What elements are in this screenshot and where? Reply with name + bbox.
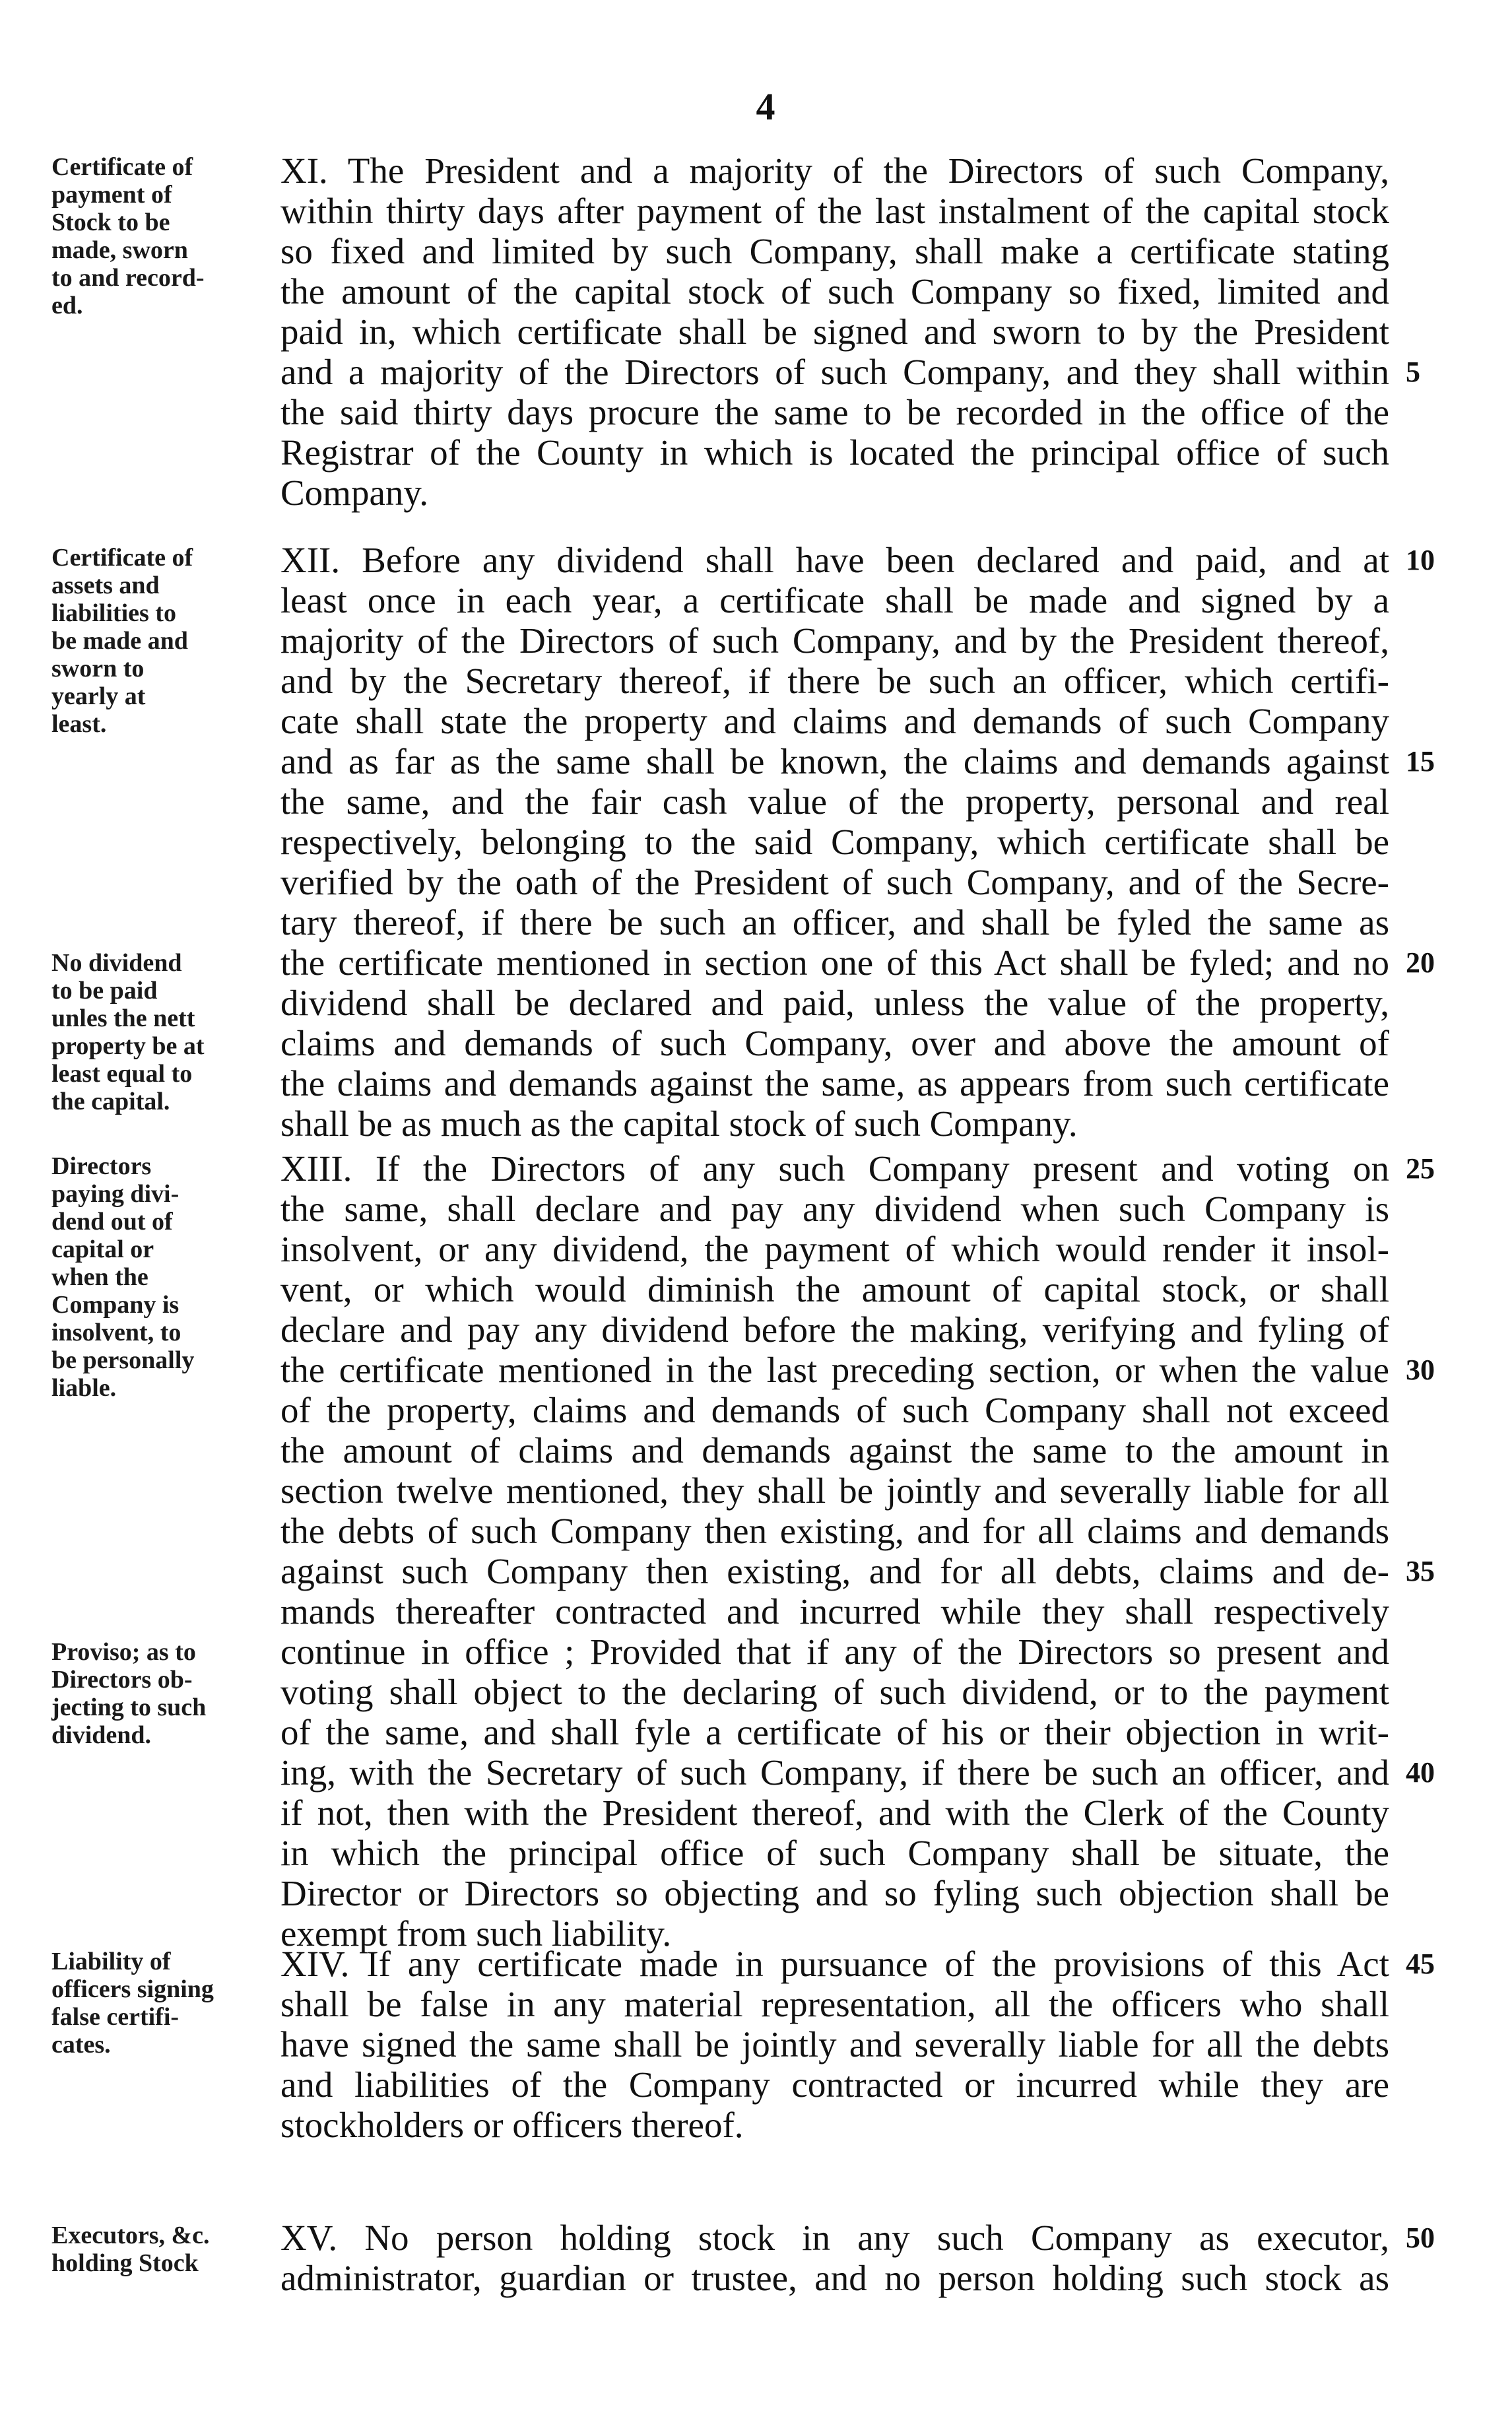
margin-note-line: Liability of — [51, 1948, 171, 1975]
line-number: 45 — [1406, 1948, 1435, 1980]
margin-note-line: when the — [51, 1263, 148, 1291]
text-line: insolvent, or any dividend, the payment of which would render it insol- — [280, 1229, 1389, 1269]
text-line: and liabilities of the Company contracted or incurred while they are — [280, 2064, 1389, 2105]
text-line: voting shall object to the declaring of such dividend, or to the payment — [280, 1672, 1389, 1712]
text-line: mands thereafter contracted and incurred while they shall respectively — [280, 1591, 1389, 1632]
text-line: and as far as the same shall be known, the claims and demands against — [280, 741, 1389, 781]
margin-note-line: officers signing — [51, 1975, 214, 2003]
section-body — [280, 150, 1389, 513]
text-line: vent, or which would diminish the amount of capital stock, or shall — [280, 1269, 1389, 1309]
text-line: of the property, claims and demands of such Company shall not exceed — [280, 1390, 1389, 1430]
section-body — [280, 1148, 1389, 1954]
margin-note-line: liabilities to — [51, 599, 176, 627]
text-line: tary thereof, if there be such an officer, and shall be fyled the same as — [280, 902, 1389, 942]
text-line: continue in office ; Provided that if any of the Directors so present and — [280, 1632, 1389, 1672]
text-line: and by the Secretary thereof, if there be such an officer, which certifi- — [280, 661, 1389, 701]
line-number: 20 — [1406, 946, 1435, 979]
text-line: Director or Directors so objecting and so fyling such objection shall be — [280, 1873, 1389, 1913]
section-body — [280, 1944, 1389, 2145]
text-line: cate shall state the property and claims and demands of such Company — [280, 701, 1389, 741]
margin-note-line: cates. — [51, 2031, 111, 2059]
text-line: XI. The President and a majority of the Directors of such Company, — [280, 150, 1389, 191]
margin-note-line: ed. — [51, 292, 83, 319]
margin-note-line: Executors, &c. — [51, 2222, 210, 2249]
text-line: claims and demands of such Company, over and above the amount of — [280, 1023, 1389, 1063]
margin-note — [51, 949, 276, 1115]
text-line: Registrar of the County in which is located the principal office of such — [280, 432, 1389, 473]
margin-note-line: the capital. — [51, 1088, 170, 1115]
margin-note — [51, 1152, 276, 1402]
margin-note-line: assets and — [51, 572, 160, 599]
line-number: 40 — [1406, 1756, 1435, 1789]
line-number: 10 — [1406, 544, 1435, 576]
text-line: majority of the Directors of such Company, and by the President thereof, — [280, 620, 1389, 661]
margin-note-line: Certificate of — [51, 544, 193, 572]
text-line: ing, with the Secretary of such Company, if there be such an officer, and — [280, 1752, 1389, 1793]
text-line: least once in each year, a certificate shall be made and signed by a — [280, 580, 1389, 620]
margin-note-line: least equal to — [51, 1060, 193, 1088]
margin-note-line: Proviso; as to — [51, 1638, 196, 1666]
line-number: 35 — [1406, 1555, 1435, 1587]
text-line: the certificate mentioned in the last preceding section, or when the value — [280, 1350, 1389, 1390]
margin-note-line: be personally — [51, 1346, 195, 1374]
margin-note-line: unles the nett — [51, 1005, 195, 1032]
margin-note-line: sworn to — [51, 655, 145, 682]
text-line: in which the principal office of such Company shall be situate, the — [280, 1833, 1389, 1873]
text-line: verified by the oath of the President of such Company, and of the Secre- — [280, 862, 1389, 902]
margin-note-line: liable. — [51, 1374, 117, 1402]
text-line: the debts of such Company then existing, and for all claims and demands — [280, 1511, 1389, 1551]
margin-note-line: Stock to be — [51, 209, 170, 236]
margin-note-line: to be paid — [51, 977, 158, 1005]
margin-note-line: yearly at — [51, 682, 146, 710]
text-line: the amount of the capital stock of such Company so fixed, limited and — [280, 271, 1389, 312]
text-line: shall be as much as the capital stock of such Company. — [280, 1104, 1078, 1144]
text-line: shall be false in any material representation, all the officers who shall — [280, 1984, 1389, 2024]
text-line: the same, shall declare and pay any dividend when such Company is — [280, 1189, 1389, 1229]
page-number: 4 — [756, 85, 775, 128]
margin-note-line: payment of — [51, 181, 172, 209]
text-line: have signed the same shall be jointly and severally liable for all the debts — [280, 2024, 1389, 2064]
margin-note — [51, 153, 276, 319]
line-number: 15 — [1406, 745, 1435, 777]
margin-note-line: Directors ob- — [51, 1666, 193, 1694]
margin-note — [51, 1638, 276, 1749]
text-line: paid in, which certificate shall be signed and sworn to by the President — [280, 312, 1389, 352]
margin-note-line: capital or — [51, 1236, 154, 1263]
text-line: if not, then with the President thereof, and with the Clerk of the County — [280, 1793, 1389, 1833]
text-line: the said thirty days procure the same to be recorded in the office of the — [280, 392, 1389, 432]
margin-note-line: Company is — [51, 1291, 180, 1319]
line-number: 5 — [1406, 356, 1420, 388]
margin-note-line: dend out of — [51, 1208, 173, 1236]
section-body — [280, 2218, 1389, 2298]
text-line: of the same, and shall fyle a certificate of his or their objection in writ- — [280, 1712, 1389, 1752]
text-line: XIV. If any certificate made in pursuance of the provisions of this Act — [280, 1944, 1389, 1984]
margin-note-line: made, sworn — [51, 236, 188, 264]
margin-note-line: false certifi- — [51, 2003, 180, 2031]
text-line: exempt from such liability. — [280, 1913, 672, 1954]
margin-note-line: paying divi- — [51, 1180, 180, 1208]
margin-note-line: jecting to such — [51, 1694, 207, 1721]
margin-note-line: property be at — [51, 1032, 205, 1060]
margin-note-line: No dividend — [51, 949, 182, 977]
margin-note-line: insolvent, to — [51, 1319, 181, 1346]
text-line: so fixed and limited by such Company, shall make a certificate stating — [280, 231, 1389, 271]
text-line: within thirty days after payment of the last instalment of the capital stock — [280, 191, 1389, 231]
section-body — [280, 540, 1389, 1144]
margin-note — [51, 1948, 276, 2059]
text-line: stockholders or officers thereof. — [280, 2105, 744, 2145]
text-line: section twelve mentioned, they shall be jointly and severally liable for all — [280, 1470, 1389, 1511]
text-line: declare and pay any dividend before the making, verifying and fyling of — [280, 1309, 1389, 1350]
text-line: against such Company then existing, and for all debts, claims and de- — [280, 1551, 1389, 1591]
text-line: respectively, belonging to the said Company, which certificate shall be — [280, 822, 1389, 862]
text-line: XIII. If the Directors of any such Company present and voting on — [280, 1148, 1389, 1189]
margin-note-line: holding Stock — [51, 2249, 199, 2277]
line-number: 30 — [1406, 1354, 1435, 1386]
text-line: dividend shall be declared and paid, unless the value of the property, — [280, 983, 1389, 1023]
margin-note — [51, 544, 276, 738]
text-line: the amount of claims and demands against the same to the amount in — [280, 1430, 1389, 1470]
margin-note-line: dividend. — [51, 1721, 152, 1749]
text-line: XII. Before any dividend shall have been declared and paid, and at — [280, 540, 1389, 580]
margin-note-line: Directors — [51, 1152, 152, 1180]
margin-note-line: to and record- — [51, 264, 205, 292]
margin-note — [51, 2222, 276, 2277]
line-number: 50 — [1406, 2222, 1435, 2254]
text-line: Company. — [280, 473, 429, 513]
margin-note-line: be made and — [51, 627, 188, 655]
text-line: the same, and the fair cash value of the property, personal and real — [280, 781, 1389, 822]
text-line: the claims and demands against the same, as appears from such certificate — [280, 1063, 1389, 1104]
text-line: XV. No person holding stock in any such Company as executor, — [280, 2218, 1389, 2258]
text-line: the certificate mentioned in section one of this Act shall be fyled; and no — [280, 942, 1389, 983]
margin-note-line: Certificate of — [51, 153, 193, 181]
text-line: administrator, guardian or trustee, and no person holding such stock as — [280, 2258, 1389, 2298]
line-number: 25 — [1406, 1152, 1435, 1185]
margin-note-line: least. — [51, 710, 107, 738]
text-line: and a majority of the Directors of such Company, and they shall within — [280, 352, 1389, 392]
